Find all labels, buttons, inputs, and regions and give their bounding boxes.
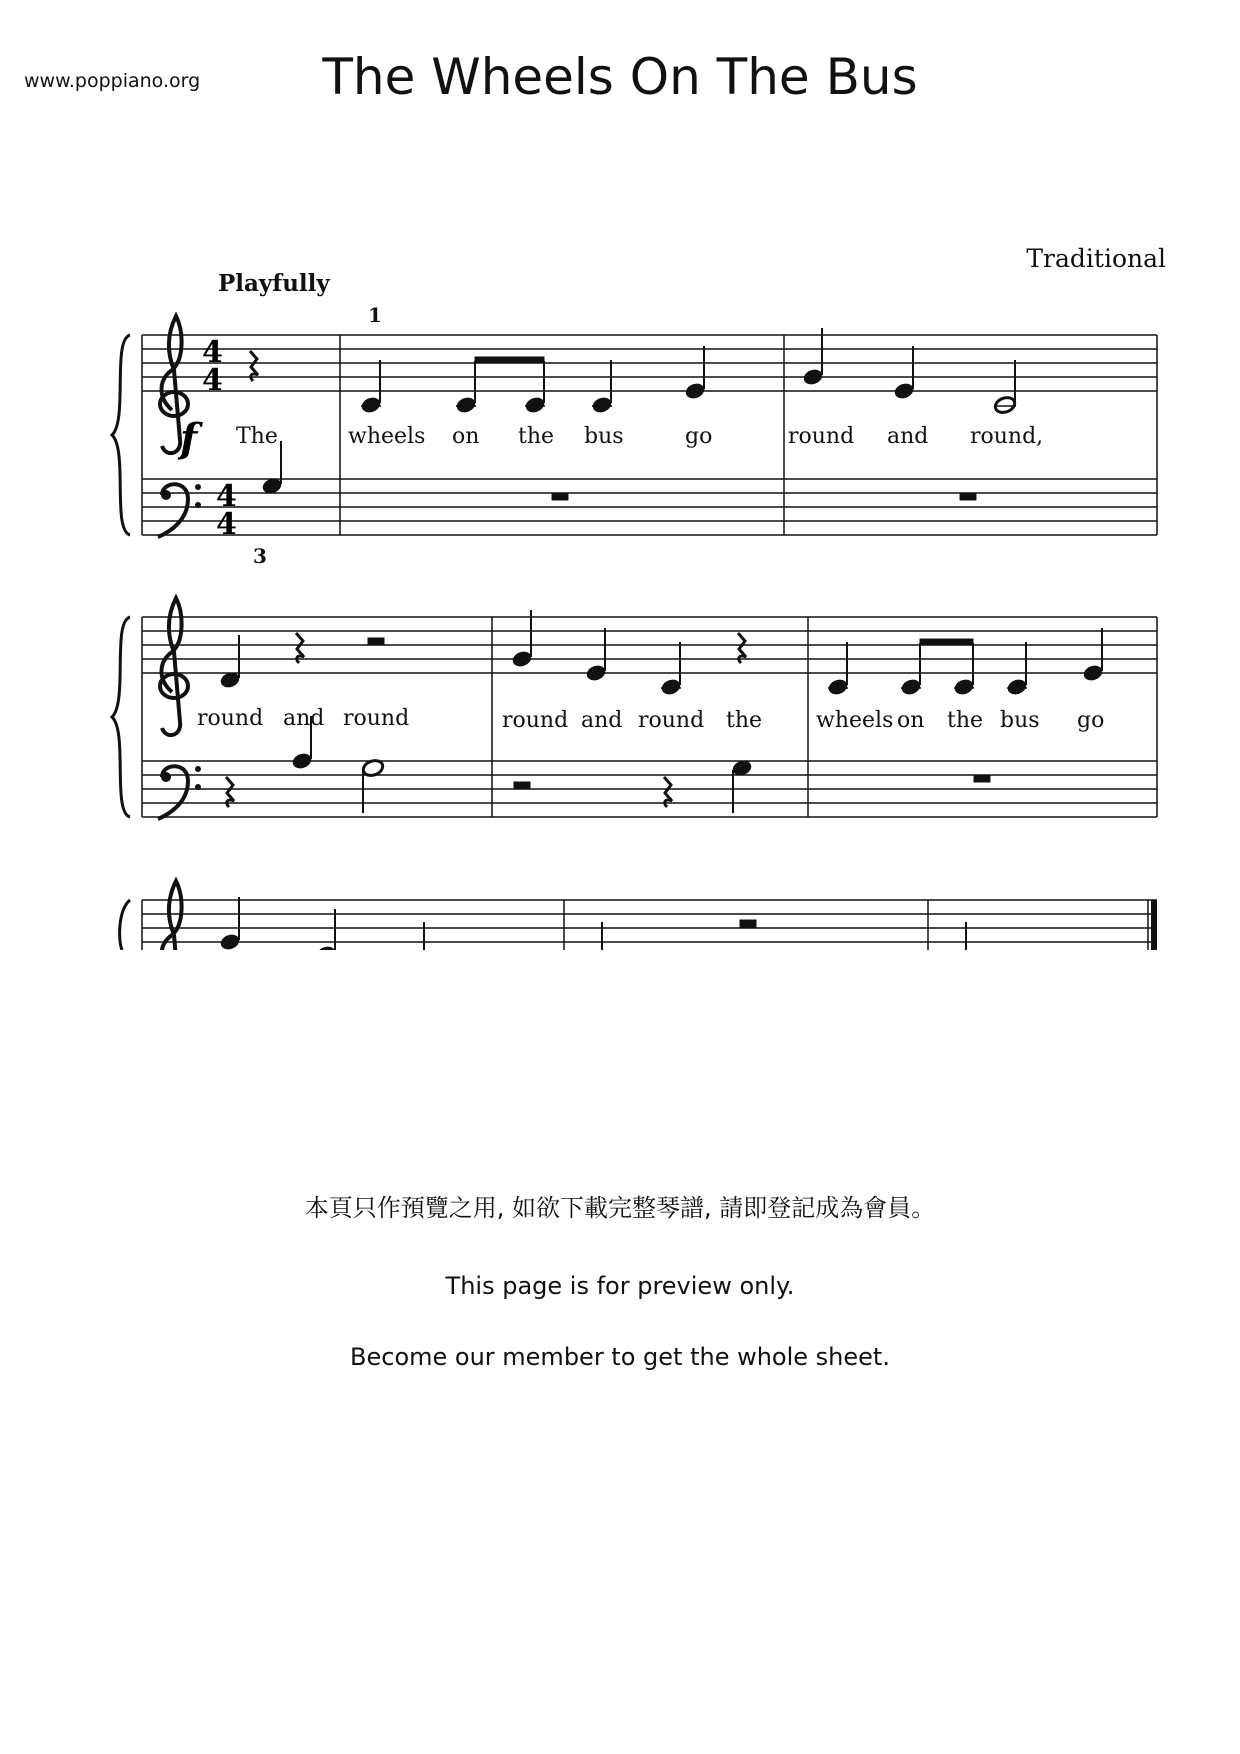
svg-text:and: and: [283, 706, 325, 731]
svg-text:round: round: [343, 706, 410, 731]
whole-rest-icon: [552, 493, 568, 500]
svg-text:round,: round,: [970, 424, 1044, 449]
brace: [112, 335, 130, 535]
svg-text:the: the: [947, 708, 984, 733]
svg-text:wheels: wheels: [348, 424, 426, 449]
lyrics-system-1: [236, 424, 1043, 449]
svg-text:round: round: [638, 708, 705, 733]
svg-text:round: round: [788, 424, 855, 449]
measure-number-1: 1: [368, 303, 382, 327]
treble-notes-system-1: [360, 328, 1016, 415]
treble-staff-2: [142, 617, 1157, 673]
time-signature-treble: 4: [202, 335, 223, 370]
svg-text:on: on: [897, 708, 925, 733]
system-2: [112, 544, 1157, 819]
svg-text:round: round: [502, 708, 569, 733]
svg-text:on: on: [452, 424, 480, 449]
lyrics-system-2: [197, 706, 1104, 733]
preview-notice-chinese: 本頁只作預覽之用, 如欲下載完整琴譜, 請即登記成為會員。: [304, 1194, 936, 1222]
treble-notes-system-2: [219, 610, 1103, 696]
time-signature-bass: 4: [216, 479, 237, 514]
preview-notice-line2: Become our member to get the whole sheet.: [350, 1343, 890, 1371]
tempo-marking: Playfully: [218, 270, 330, 297]
svg-text:bus: bus: [584, 424, 624, 449]
bass-clef-icon: [158, 484, 201, 537]
brace-2: [112, 617, 130, 817]
svg-text:and: and: [887, 424, 929, 449]
bass-staff-1: [142, 479, 1157, 535]
time-signature-treble-bottom: 4: [202, 363, 223, 398]
svg-text:The: The: [236, 424, 278, 449]
svg-text:the: the: [518, 424, 555, 449]
svg-text:and: and: [581, 708, 623, 733]
treble-staff-1: [142, 335, 1157, 391]
time-signature-bass-bottom: 4: [216, 507, 237, 542]
bass-notes-system-1: [261, 441, 976, 500]
whole-rest-icon-2: [960, 493, 976, 500]
treble-clef-icon-2: [160, 598, 188, 735]
site-url: www.poppiano.org: [24, 70, 201, 92]
svg-text:go: go: [1077, 708, 1105, 733]
dynamic-forte: f: [180, 415, 198, 462]
svg-text:wheels: wheels: [816, 708, 894, 733]
bass-clef-icon-2: [158, 766, 201, 819]
system-3-partial: [100, 881, 1200, 1000]
measure-number-3: 3: [253, 544, 267, 568]
composer: Traditional: [1026, 244, 1166, 273]
svg-text:go: go: [685, 424, 713, 449]
svg-text:round: round: [197, 706, 264, 731]
preview-notice-line1: This page is for preview only.: [445, 1272, 795, 1300]
svg-text:the: the: [726, 708, 763, 733]
song-title: The Wheels On The Bus: [322, 48, 918, 106]
system-1: [112, 303, 1157, 542]
bass-staff-2: [142, 761, 1157, 817]
svg-text:bus: bus: [1000, 708, 1040, 733]
